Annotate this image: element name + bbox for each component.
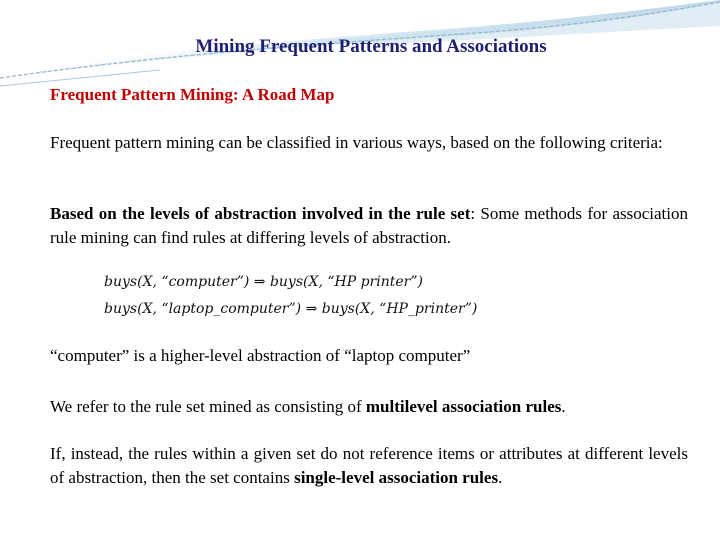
multilevel-suffix: . [561, 397, 566, 416]
singlelevel-paragraph [50, 442, 688, 490]
rule-1-antecedent-args: (X, “computer”) [137, 274, 250, 290]
implies-arrow: ⇒ [305, 301, 318, 317]
rule-examples-figure [96, 265, 482, 329]
singlelevel-term: single-level association rules [294, 468, 499, 487]
rule-2-consequent-predicate: buys [321, 301, 355, 317]
multilevel-paragraph [50, 395, 688, 419]
multilevel-term: multilevel association rules [365, 397, 562, 416]
criterion-paragraph [50, 202, 688, 250]
implies-arrow: ⇒ [253, 274, 266, 290]
multilevel-prefix: We refer to the rule set mined as consisting of [50, 397, 366, 416]
abstraction-note: “computer” is a higher-level abstraction of “laptop computer” [50, 346, 471, 365]
rule-2-antecedent-predicate: buys [104, 301, 138, 317]
rule-2-antecedent-args: (X, “laptop_computer”) [137, 301, 302, 317]
singlelevel-prefix: If, instead, the rules within a given set do not reference items or attributes at different levels of abstraction, then the set contains [50, 444, 688, 487]
singlelevel-suffix: . [498, 468, 503, 487]
rule-1-consequent-predicate: buys [269, 274, 304, 290]
criterion-label: Based on the levels of abstraction involved in the rule set [50, 204, 471, 223]
rule-1-antecedent-predicate: buys [104, 274, 138, 290]
rule-2-consequent-args: (X, “HP_printer”) [354, 301, 478, 317]
section-heading: Frequent Pattern Mining: A Road Map [50, 85, 335, 104]
slide-title: Mining Frequent Patterns and Associations [195, 36, 547, 57]
rule-example-1 [104, 274, 423, 290]
rule-1-consequent-args: (X, “HP printer”) [303, 274, 423, 290]
criterion-text: : Some methods for association rule mining can find rules at differing levels of abstraction. [50, 204, 688, 247]
rule-example-2 [104, 301, 477, 317]
intro-paragraph: Frequent pattern mining can be classified in various ways, based on the following criteria: [50, 133, 663, 152]
